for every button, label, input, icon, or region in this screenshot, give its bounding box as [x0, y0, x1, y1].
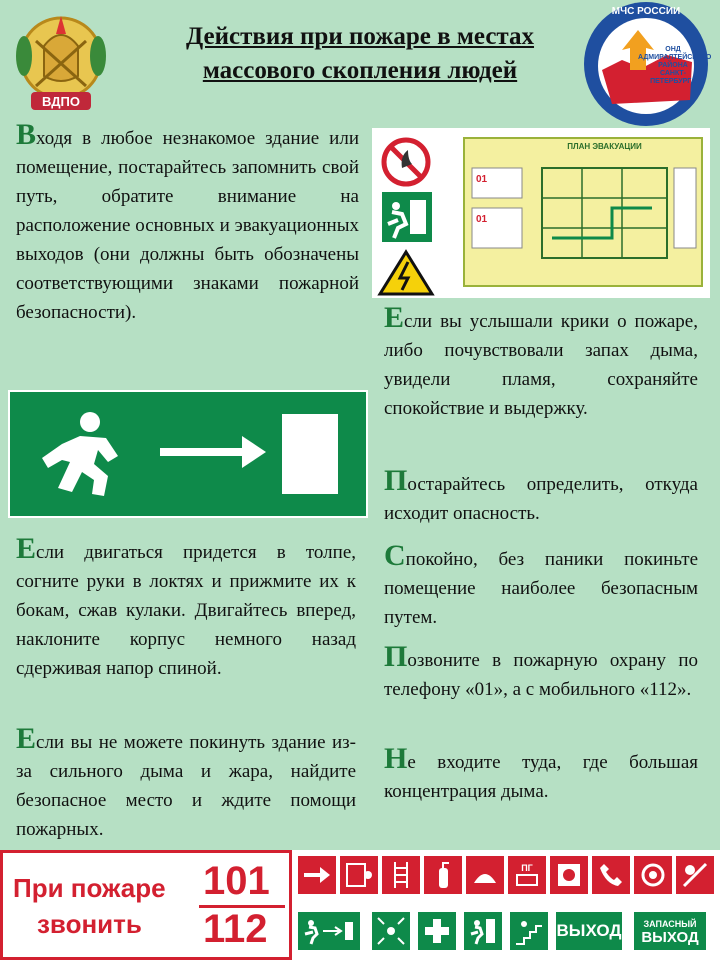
fire-equipment-sign-icon: [676, 856, 714, 894]
drop-cap: С: [384, 539, 406, 572]
page-title: [120, 20, 600, 88]
spare-exit-line-1: ЗАПАСНЫЙ: [643, 919, 697, 929]
paragraph-leave-calmly: [384, 539, 698, 632]
arrow-right-sign-icon: [298, 856, 336, 894]
paragraph-cannot-leave: [16, 722, 356, 844]
vdpo-label: ВДПО: [42, 94, 80, 109]
drop-cap: Е: [16, 722, 37, 755]
assembly-point-sign-icon: [372, 912, 410, 950]
paragraph-text: сли вы услышали крики о пожаре, либо почувствовали запах дыма, увидели пламя, сохраняйте спокойствие и выдержку.: [384, 311, 698, 419]
evac-plan-number-1: 01: [476, 174, 488, 185]
no-fire-icon: [384, 140, 428, 184]
mchs-emblem: [582, 0, 710, 128]
exit-direction-sign-icon: [298, 912, 360, 950]
evac-plan-number-2: 01: [476, 214, 488, 225]
fire-extinguisher-sign-icon: [424, 856, 462, 894]
fire-hydrant-sign: [508, 856, 546, 894]
drop-cap: П: [384, 640, 408, 673]
paragraph-avoid-smoke: [384, 742, 698, 806]
fire-alarm-button-sign-icon: [466, 856, 504, 894]
exit-small-icon: [382, 192, 432, 242]
paragraph-text: е входите туда, где большая концентрация дыма.: [384, 752, 698, 802]
fire-ladder-sign-icon: [382, 856, 420, 894]
paragraph-enter-building: [16, 118, 359, 327]
exit-text-sign: ВЫХОД: [556, 912, 622, 950]
spare-exit-sign: [634, 912, 706, 950]
paragraph-call-fire-service: [384, 640, 698, 704]
first-aid-sign-icon: [418, 912, 456, 950]
drop-cap: Е: [384, 301, 405, 334]
fire-phone-sign-icon: [592, 856, 630, 894]
paragraph-text: остарайтесь определить, откуда исходит опасность.: [384, 474, 698, 524]
drop-cap: П: [384, 464, 408, 497]
evacuation-plan-map: [464, 138, 702, 286]
arrow-right-icon: [160, 436, 266, 468]
call-line-1: При пожаре: [13, 873, 166, 903]
fire-safety-signs-grid: [292, 850, 720, 960]
emergency-call-panel: [0, 850, 292, 960]
title-line-1: Действия при пожаре в местах: [185, 23, 535, 50]
call-line-2: звонить: [37, 909, 142, 939]
fire-hose-sign-icon: [340, 856, 378, 894]
paragraph-text: ходя в любое незнакомое здание или помещение, постарайтесь запомнить свой путь, обратите внимание на расположение основных и эвакуационных выходов (они должны быть обозначены соответствующими знаками пожарной безопасности).: [16, 128, 359, 323]
stairs-exit-sign-icon: [510, 912, 548, 950]
mchs-top-text: МЧС РОССИИ: [611, 6, 681, 17]
title-line-2: массового скопления людей: [202, 57, 518, 84]
exit-sign: [8, 390, 368, 518]
electric-warning-icon: [380, 252, 432, 294]
paragraph-crowd: [16, 532, 356, 683]
paragraph-text: сли двигаться придется в толпе, согните руки в локтях и прижмите их к бокам, сжав кулаки. Двигайтесь вперед, наклоните корпус немного назад сдерживая напор спиной.: [16, 542, 356, 679]
paragraph-text: покойно, без паники покиньте помещение наиболее безопасным путем.: [384, 549, 698, 628]
paragraph-identify-danger: [384, 464, 698, 528]
mchs-line-2: АДМИРАЛТЕЙСКОГО: [638, 54, 712, 61]
fire-hydrant-label: ПГ: [521, 863, 533, 873]
paragraph-text: сли вы не можете покинуть здание из-за сильного дыма и жара, найдите безопасное место и ждите помощи пожарных.: [16, 732, 356, 840]
door-icon: [282, 414, 338, 494]
fire-hose-reel-sign-icon: [634, 856, 672, 894]
evacuation-plan-panel: [372, 128, 710, 298]
call-number-112: 112: [203, 907, 268, 951]
spare-exit-line-2: ВЫХОД: [641, 929, 699, 946]
drop-cap: Н: [384, 742, 408, 775]
vdpo-emblem: [6, 6, 116, 116]
paragraph-hear-fire: [384, 301, 698, 423]
mchs-line-3: РАЙОНА: [658, 62, 688, 69]
running-man-icon: [42, 412, 118, 496]
drop-cap: Е: [16, 532, 37, 565]
evac-plan-heading: ПЛАН ЭВАКУАЦИИ: [567, 142, 642, 151]
call-number-101: 101: [203, 859, 270, 903]
drop-cap: В: [16, 118, 37, 151]
paragraph-text: озвоните в пожарную охрану по телефону «01», а с мобильного «112».: [384, 650, 698, 700]
fire-alarm-sign-icon: [550, 856, 588, 894]
mchs-line-4: САНКТ-ПЕТЕРБУРГА: [650, 70, 696, 85]
emergency-exit-sign-icon: [464, 912, 502, 950]
mchs-line-1: ОНД: [665, 46, 681, 53]
